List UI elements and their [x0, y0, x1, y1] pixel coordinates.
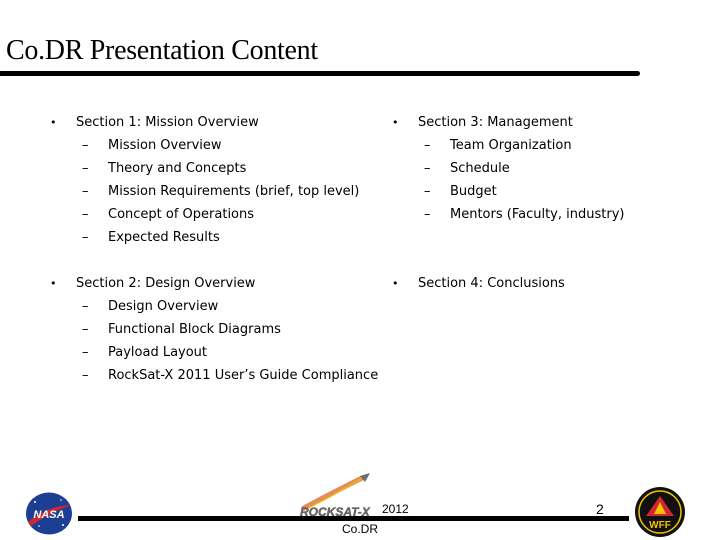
- dash-icon: –: [424, 138, 431, 153]
- list-item: [392, 134, 712, 157]
- rocksat-logo: [296, 472, 378, 520]
- svg-text:WFF: WFF: [649, 520, 671, 531]
- list-item: [50, 203, 390, 226]
- dash-icon: –: [82, 138, 89, 153]
- right-column: [392, 111, 712, 295]
- section-heading-text: Section 3: Management: [418, 115, 573, 130]
- list-item: [392, 203, 712, 226]
- list-item: [50, 180, 390, 203]
- dash-icon: –: [82, 322, 89, 337]
- section-heading: [50, 272, 390, 295]
- section-heading: [392, 111, 712, 134]
- section-1: [50, 111, 390, 249]
- dash-icon: –: [82, 184, 89, 199]
- slide-title: Co.DR Presentation Content: [6, 35, 318, 66]
- section-heading: [392, 272, 712, 295]
- list-item-text: Theory and Concepts: [108, 161, 247, 176]
- list-item-text: Functional Block Diagrams: [108, 322, 281, 337]
- list-item-text: Design Overview: [108, 299, 219, 314]
- list-item: [50, 134, 390, 157]
- year-label: 2012: [382, 502, 409, 516]
- page-number: 2: [596, 501, 604, 517]
- dash-icon: –: [424, 161, 431, 176]
- sub-list: [50, 134, 390, 249]
- list-item: [50, 318, 390, 341]
- section-3: [392, 111, 712, 226]
- dash-icon: –: [82, 230, 89, 245]
- svg-text:NASA: NASA: [33, 509, 65, 521]
- list-item: [50, 157, 390, 180]
- list-item: [392, 180, 712, 203]
- list-item-text: Concept of Operations: [108, 207, 255, 222]
- list-item-text: Mission Requirements (brief, top level): [108, 184, 360, 199]
- list-item: [50, 295, 390, 318]
- dash-icon: –: [82, 345, 89, 360]
- bullet-icon: •: [392, 116, 399, 129]
- bullet-icon: •: [392, 277, 399, 290]
- sub-list: [392, 134, 712, 226]
- svg-text:ROCKSAT-X: ROCKSAT-X: [300, 505, 370, 519]
- dash-icon: –: [424, 207, 431, 222]
- list-item: [392, 157, 712, 180]
- section-heading: [50, 111, 390, 134]
- list-item-text: Schedule: [450, 161, 510, 176]
- dash-icon: –: [82, 368, 89, 383]
- list-item: [50, 341, 390, 364]
- dash-icon: –: [82, 207, 89, 222]
- list-item-text: Mentors (Faculty, industry): [450, 207, 625, 222]
- left-column: [50, 111, 390, 387]
- title-divider: [0, 71, 640, 76]
- list-item-text: Mission Overview: [108, 138, 222, 153]
- list-item-text: Budget: [450, 184, 497, 199]
- dash-icon: –: [82, 299, 89, 314]
- list-item-text: Expected Results: [108, 230, 220, 245]
- list-item-text: Payload Layout: [108, 345, 208, 360]
- bullet-icon: •: [50, 116, 57, 129]
- nasa-logo: [25, 492, 73, 535]
- list-item: [50, 226, 390, 249]
- sub-list: [50, 295, 390, 387]
- list-item-text: RockSat-X 2011 User’s Guide Compliance: [108, 368, 379, 383]
- section-heading-text: Section 4: Conclusions: [418, 276, 565, 291]
- bullet-icon: •: [50, 277, 57, 290]
- wff-logo: [634, 486, 686, 538]
- list-item: [50, 364, 390, 387]
- section-2: [50, 272, 390, 387]
- section-heading-text: Section 2: Design Overview: [76, 276, 256, 291]
- section-4: [392, 272, 712, 295]
- section-heading-text: Section 1: Mission Overview: [76, 115, 259, 130]
- dash-icon: –: [424, 184, 431, 199]
- footer-doc-label: Co.DR: [342, 522, 379, 536]
- list-item-text: Team Organization: [450, 138, 572, 153]
- dash-icon: –: [82, 161, 89, 176]
